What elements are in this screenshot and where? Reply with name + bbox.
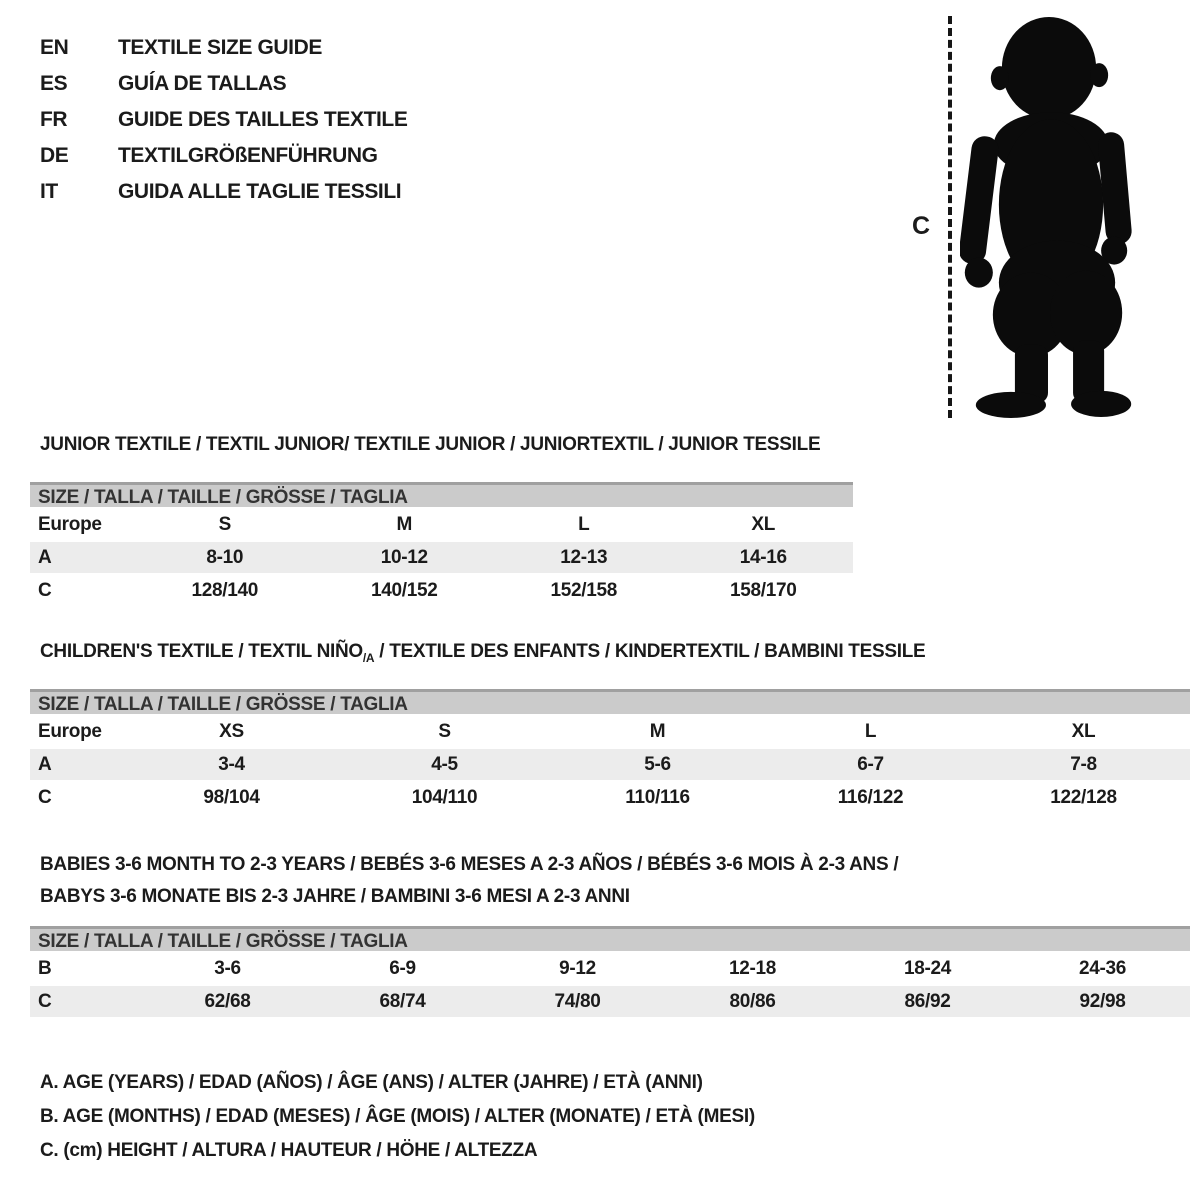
table-cell: 6-7: [857, 754, 884, 775]
table-cell: 10-12: [380, 547, 428, 568]
table-cell: 4-5: [431, 754, 458, 775]
height-dashed-line: [948, 16, 952, 418]
table-cell: L: [578, 514, 590, 535]
table-header-bar: SIZE / TALLA / TAILLE / GRÖSSE / TAGLIA: [30, 482, 853, 507]
table-cell: 98/104: [203, 787, 260, 808]
language-code: EN: [40, 36, 69, 59]
height-measure-label: C: [912, 212, 931, 240]
table-cell: 14-16: [739, 547, 787, 568]
baby-silhouette-icon: [960, 14, 1142, 420]
table-cell: 6-9: [389, 958, 416, 979]
table-cell: 3-6: [214, 958, 241, 979]
babies-heading-line-1: BABIES 3-6 MONTH TO 2-3 YEARS / BEBÉS 3-6 MESES A 2-3 AÑOS / BÉBÉS 3-6 MOIS À 2-3 ANS /: [40, 854, 899, 875]
row-label: Europe: [38, 721, 102, 742]
children-size-table: [30, 689, 1190, 813]
table-cell: 74/80: [554, 991, 601, 1012]
junior-section-heading: JUNIOR TEXTILE / TEXTIL JUNIOR/ TEXTILE JUNIOR / JUNIORTEXTIL / JUNIOR TESSILE: [40, 434, 821, 455]
table-cell: 5-6: [644, 754, 671, 775]
guide-title: TEXTILGRÖßENFÜHRUNG: [118, 144, 378, 167]
table-cell: 7-8: [1070, 754, 1097, 775]
language-code: IT: [40, 180, 58, 203]
table-header-bar: SIZE / TALLA / TAILLE / GRÖSSE / TAGLIA: [30, 689, 1190, 714]
table-row: [30, 716, 1190, 747]
table-row: [30, 953, 1190, 984]
language-row: [40, 102, 407, 138]
table-cell: 140/152: [370, 580, 438, 601]
table-cell: XL: [751, 514, 776, 535]
language-code: DE: [40, 144, 69, 167]
children-heading-sub: /A: [362, 650, 375, 665]
row-label: A: [38, 754, 52, 775]
language-row: [40, 66, 407, 102]
table-cell: 9-12: [559, 958, 596, 979]
table-cell: 12-13: [560, 547, 608, 568]
measure-legend: [40, 1066, 755, 1168]
table-cell: 3-4: [218, 754, 245, 775]
language-code: FR: [40, 108, 68, 131]
table-cell: 80/86: [729, 991, 776, 1012]
row-label: C: [38, 787, 52, 808]
table-cell: L: [864, 721, 877, 742]
guide-title: GUIDA ALLE TAGLIE TESSILI: [118, 180, 402, 203]
table-cell: 158/170: [729, 580, 797, 601]
legend-line: A. AGE (YEARS) / EDAD (AÑOS) / ÂGE (ANS) / ALTER (JAHRE) / ETÀ (ANNI): [40, 1072, 703, 1093]
table-cell: 128/140: [191, 580, 259, 601]
table-cell: XS: [219, 721, 244, 742]
table-cell: 24-36: [1078, 958, 1127, 979]
table-row: [30, 542, 853, 573]
table-cell: S: [438, 721, 451, 742]
table-cell: 62/68: [204, 991, 251, 1012]
legend-line: C. (cm) HEIGHT / ALTURA / HAUTEUR / HÖHE / ALTEZZA: [40, 1140, 538, 1161]
language-title-list: [40, 30, 407, 210]
table-cell: 12-18: [728, 958, 777, 979]
children-section-heading: [40, 641, 925, 665]
table-row: [30, 509, 853, 540]
language-row: [40, 174, 407, 210]
table-cell: 122/128: [1050, 787, 1117, 808]
row-label: Europe: [38, 514, 102, 535]
table-cell: 92/98: [1079, 991, 1126, 1012]
row-label: A: [38, 547, 52, 568]
table-cell: 18-24: [903, 958, 952, 979]
guide-title: GUIDE DES TAILLES TEXTILE: [118, 108, 408, 131]
language-row: [40, 138, 407, 174]
table-cell: 104/110: [411, 787, 478, 808]
table-cell: 110/116: [625, 787, 690, 808]
junior-size-table: [30, 482, 853, 606]
children-heading-post: / TEXTILE DES ENFANTS / KINDERTEXTIL / BAMBINI TESSILE: [374, 641, 926, 662]
row-label: B: [38, 958, 52, 979]
table-header-bar: SIZE / TALLA / TAILLE / GRÖSSE / TAGLIA: [30, 926, 1190, 951]
language-code: ES: [40, 72, 68, 95]
row-label: C: [38, 991, 52, 1012]
table-cell: 68/74: [379, 991, 426, 1012]
table-cell: S: [218, 514, 231, 535]
table-row: [30, 782, 1190, 813]
babies-section-heading: [40, 849, 898, 913]
children-heading-pre: CHILDREN'S TEXTILE / TEXTIL NIÑO: [40, 641, 363, 662]
table-cell: 152/158: [550, 580, 618, 601]
table-row: [30, 986, 1190, 1017]
row-label: C: [38, 580, 52, 601]
table-row: [30, 749, 1190, 780]
guide-title: GUÍA DE TALLAS: [118, 72, 287, 95]
table-cell: 8-10: [206, 547, 244, 568]
table-cell: M: [649, 721, 666, 742]
legend-line: B. AGE (MONTHS) / EDAD (MESES) / ÂGE (MOIS) / ALTER (MONATE) / ETÀ (MESI): [40, 1106, 755, 1127]
guide-title: TEXTILE SIZE GUIDE: [118, 36, 322, 59]
babies-heading-line-2: BABYS 3-6 MONATE BIS 2-3 JAHRE / BAMBINI 3-6 MESI A 2-3 ANNI: [40, 886, 630, 907]
table-cell: XL: [1071, 721, 1096, 742]
language-row: [40, 30, 407, 66]
table-row: [30, 575, 853, 606]
babies-size-table: [30, 926, 1190, 1017]
table-cell: 116/122: [837, 787, 904, 808]
table-cell: M: [396, 514, 413, 535]
table-cell: 86/92: [904, 991, 951, 1012]
